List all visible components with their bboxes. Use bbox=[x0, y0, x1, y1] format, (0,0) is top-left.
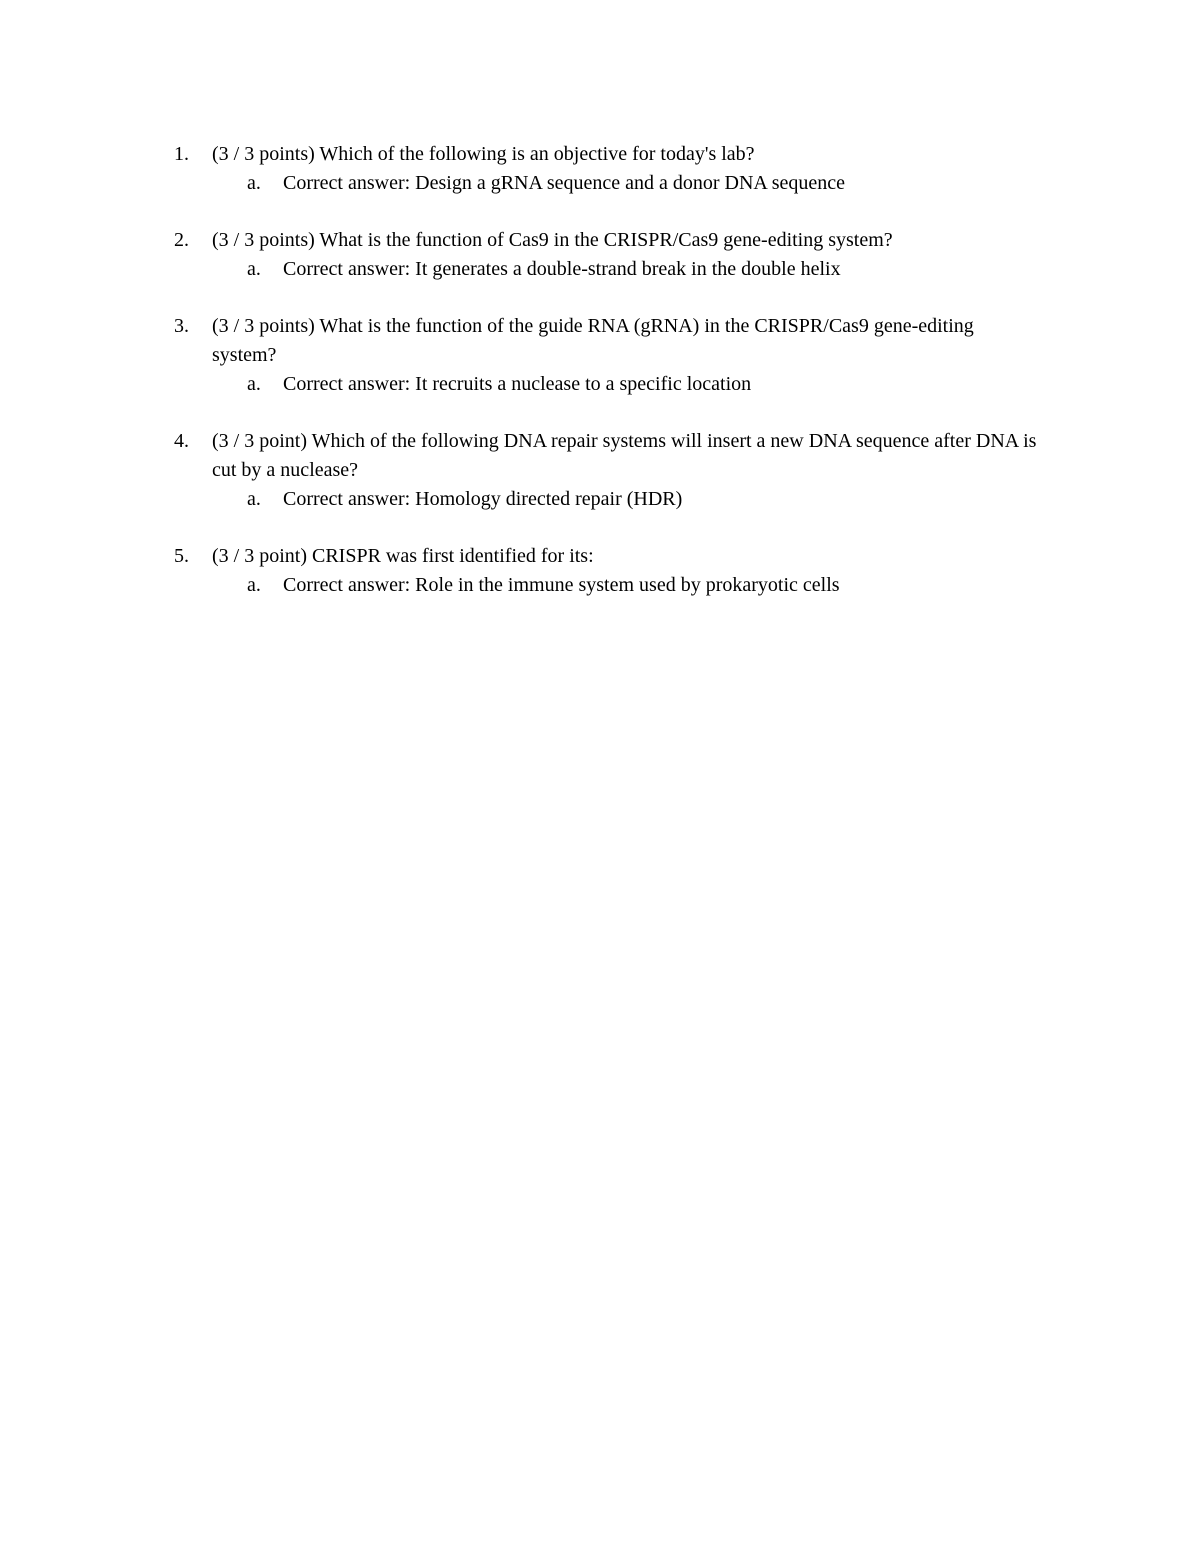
question-item bbox=[0, 140, 1200, 198]
answer-item bbox=[0, 571, 1200, 600]
answer-letter: a. bbox=[247, 574, 261, 596]
answer-text: Correct answer: Role in the immune system used by prokaryotic cells bbox=[283, 574, 840, 596]
answer-item bbox=[0, 370, 1200, 399]
question-item bbox=[0, 312, 1200, 399]
answer-item bbox=[0, 169, 1200, 198]
question-number: 3. bbox=[174, 315, 189, 337]
question-number: 2. bbox=[174, 229, 189, 251]
answer-text: Correct answer: Homology directed repair (HDR) bbox=[283, 488, 683, 510]
question-text: (3 / 3 points) What is the function of Cas9 in the CRISPR/Cas9 gene-editing system? bbox=[212, 229, 893, 251]
question-list bbox=[0, 140, 1200, 628]
answer-letter: a. bbox=[247, 172, 261, 194]
question-number: 5. bbox=[174, 545, 189, 567]
answer-text: Correct answer: It recruits a nuclease to a specific location bbox=[283, 373, 752, 395]
question-number: 1. bbox=[174, 143, 189, 165]
answer-item bbox=[0, 485, 1200, 514]
question-text: (3 / 3 point) Which of the following DNA repair systems will insert a new DNA sequence after DNA is cut by a nuclease? bbox=[212, 430, 1037, 481]
answer-text: Correct answer: It generates a double-strand break in the double helix bbox=[283, 258, 841, 280]
question-item bbox=[0, 427, 1200, 514]
question-text: (3 / 3 points) Which of the following is an objective for today's lab? bbox=[212, 143, 755, 165]
answer-text: Correct answer: Design a gRNA sequence and a donor DNA sequence bbox=[283, 172, 846, 194]
question-text: (3 / 3 point) CRISPR was first identified for its: bbox=[212, 545, 594, 567]
question-text: (3 / 3 points) What is the function of the guide RNA (gRNA) in the CRISPR/Cas9 gene-editing system? bbox=[212, 315, 974, 366]
answer-item bbox=[0, 255, 1200, 284]
answer-letter: a. bbox=[247, 488, 261, 510]
question-number: 4. bbox=[174, 430, 189, 452]
answer-letter: a. bbox=[247, 373, 261, 395]
question-item bbox=[0, 226, 1200, 284]
answer-letter: a. bbox=[247, 258, 261, 280]
question-item bbox=[0, 542, 1200, 600]
